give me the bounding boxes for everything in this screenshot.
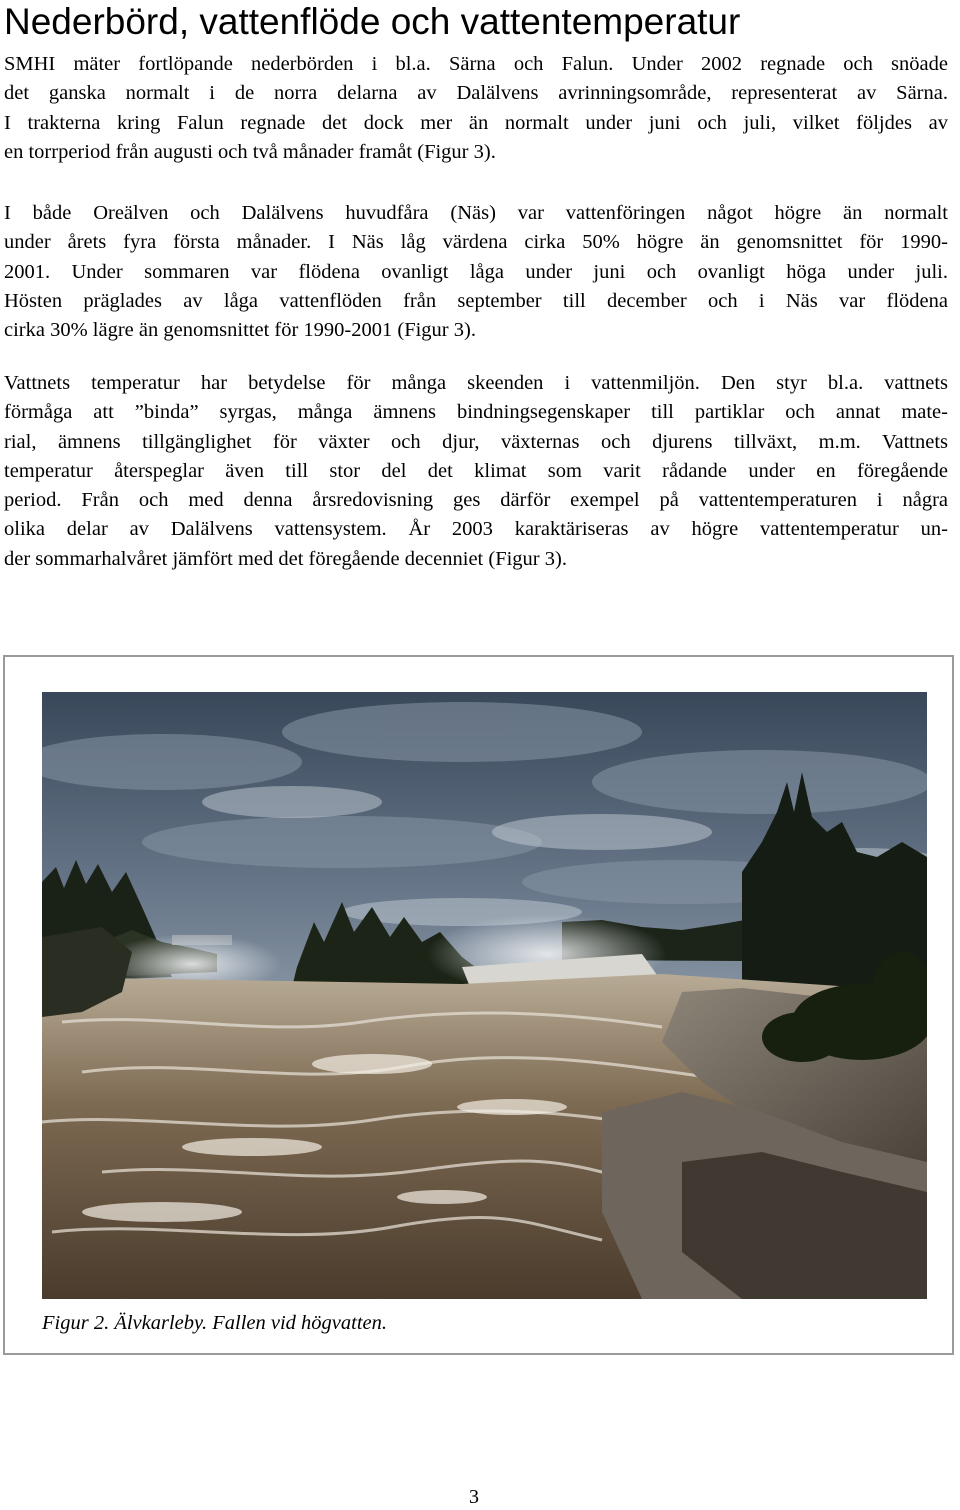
page-number: 3 [469, 1486, 479, 1508]
text-line: rial, ämnens tillgänglighet för växter och djur, växternas och djurens tillväxt, m.m. Vattnets [4, 430, 948, 453]
text-line: under årets fyra första månader. I Näs låg värdena cirka 50% högre än genomsnittet för 1990- [4, 231, 948, 254]
text-line: Vattnets temperatur har betydelse för många skeenden i vattenmiljön. Den styr bl.a. vattnets [4, 372, 948, 394]
photo-waterfall-flood [42, 692, 927, 1299]
text-line: Hösten präglades av låga vattenflöden från september till december och i Näs var flödena [4, 289, 948, 312]
text-line: förmåga att ”binda” syrgas, många ämnens bindningsegenskaper till partiklar och annat mate- [4, 401, 948, 424]
paragraph-water-flow [4, 199, 948, 345]
paragraph-water-temperature [4, 369, 948, 574]
paragraph-precipitation [4, 50, 948, 167]
text-line: temperatur återspeglar även till stor del det klimat som varit rådande under en föregående [4, 459, 948, 482]
photo-illustration [42, 692, 927, 1299]
text-line: det ganska normalt i de norra delarna av Dalälvens avrinningsområde, representerat av Särna. [4, 82, 948, 105]
text-line: der sommarhalvåret jämfört med det föregående decenniet (Figur 3). [4, 547, 567, 570]
text-line: I trakterna kring Falun regnade det dock mer än normalt under juni och juli, vilket följdes av [4, 111, 948, 134]
text-line: SMHI mäter fortlöpande nederbörden i bl.a. Särna och Falun. Under 2002 regnade och snöade [4, 53, 948, 75]
text-line: I både Oreälven och Dalälvens huvudfåra (Näs) var vattenföringen något högre än normalt [4, 202, 948, 224]
text-line: period. Från och med denna årsredovisning ges därför exempel på vattentemperaturen i några [4, 489, 948, 512]
text-line: cirka 30% lägre än genomsnittet för 1990-2001 (Figur 3). [4, 319, 476, 342]
page-heading: Nederbörd, vattenflöde och vattentemperatur [4, 1, 741, 42]
text-line: en torrperiod från augusti och två månader framåt (Figur 3). [4, 140, 496, 163]
text-line: olika delar av Dalälvens vattensystem. År 2003 karaktäriseras av högre vattentemperatur un- [4, 518, 948, 541]
figure-caption: Figur 2. Älvkarleby. Fallen vid högvatten. [42, 1312, 387, 1334]
text-line: 2001. Under sommaren var flödena ovanligt låga under juni och ovanligt höga under juli. [4, 260, 948, 283]
figure-frame [3, 655, 954, 1355]
